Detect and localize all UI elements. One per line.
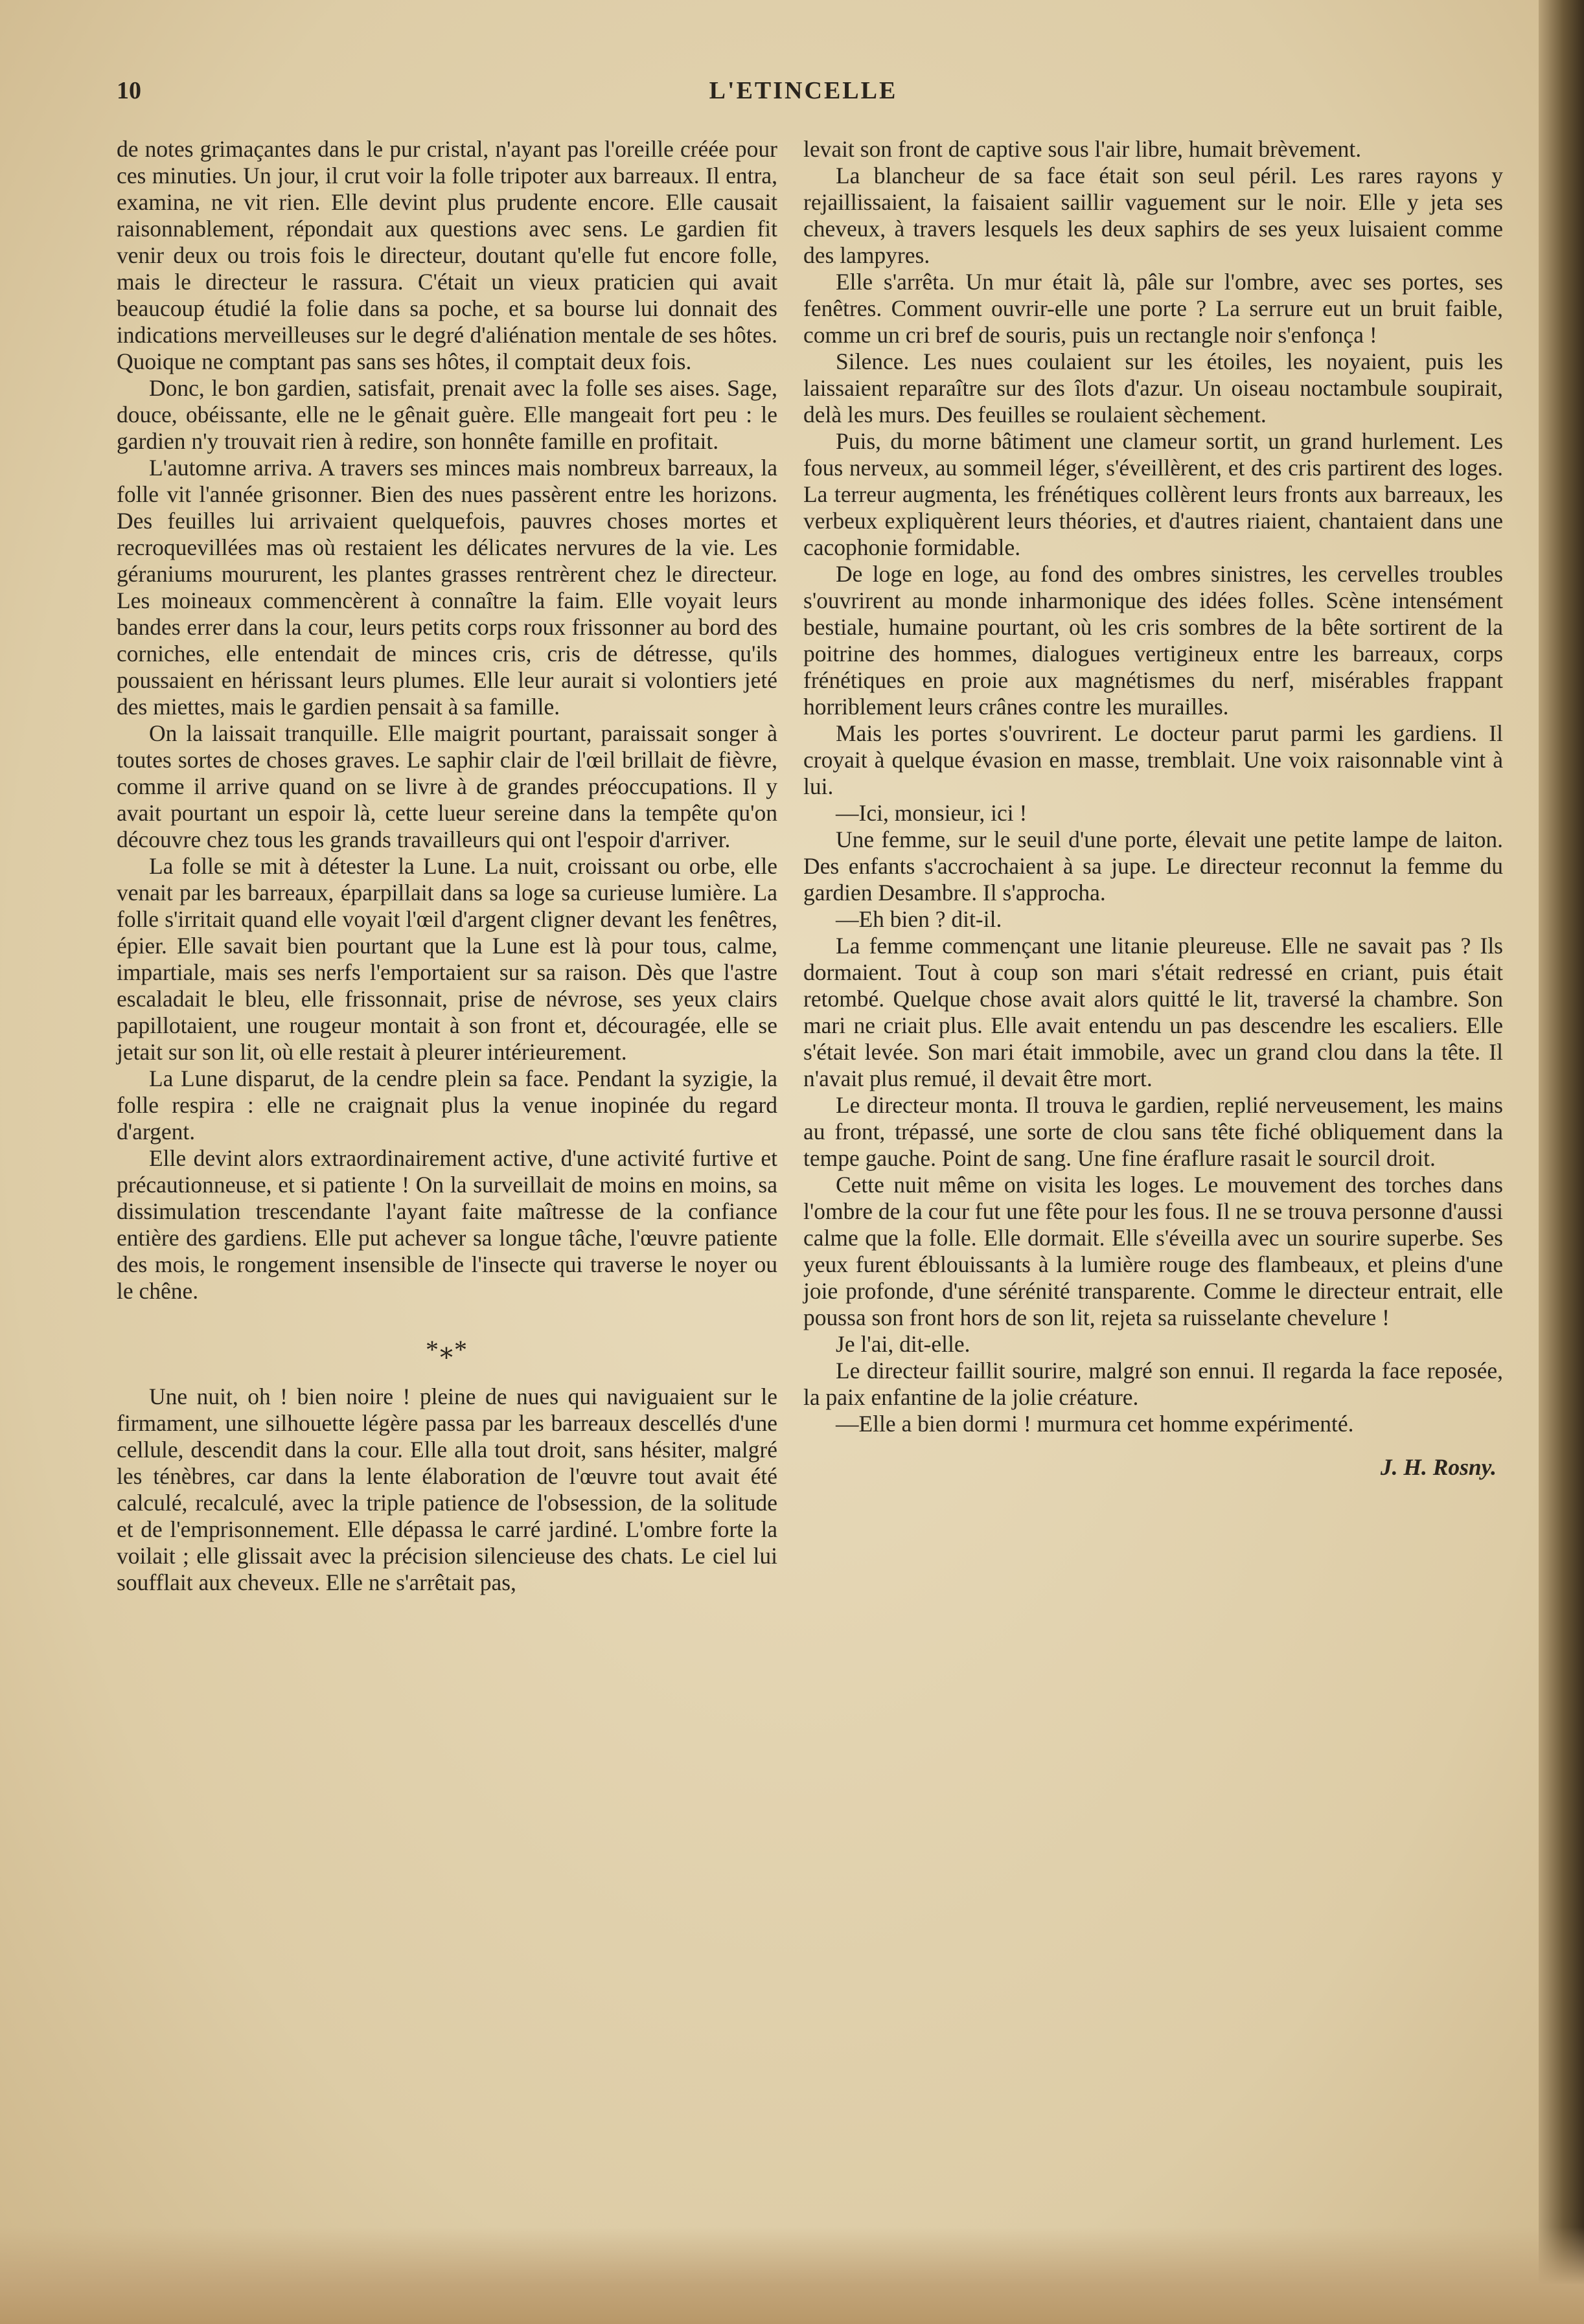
paragraph: Une femme, sur le seuil d'une porte, élevait une petite lampe de laiton. Des enfants s'accrochaient à sa jupe. Le directeur reconnut la femme du gardien Desambre. Il s'approcha.: [803, 826, 1503, 906]
section-separator: *⁎*: [426, 1335, 468, 1364]
paragraph: Le directeur monta. Il trouva le gardien, replié nerveusement, les mains au front, trépassé, une sorte de clou sans tête fiché obliquement dans la tempe gauche. Point de sang. Une fine éraflure rasait le sourcil droit.: [803, 1092, 1503, 1171]
paragraph: de notes grimaçantes dans le pur cristal, n'ayant pas l'oreille créée pour ces minuties. Un jour, il crut voir la folle tripoter aux barreaux. Il entra, examina, ne vit rien. Elle devint plus prudente encore. Elle causait raisonnablement, répondait aux questions avec sens. Le gardien fit venir deux ou trois fois le directeur, doutant qu'elle fut encore folle, mais le directeur le rassura. C'était un vieux praticien qui avait beaucoup étudié la folie dans sa poche, et sa bourse lui donnait des indications merveilleuses sur le degré d'aliénation mentale de ses hôtes. Quoique ne comptant pas sans ses hôtes, il comptait deux fois.: [117, 136, 777, 374]
dialogue-line: —Ici, monsieur, ici !: [836, 800, 1027, 826]
paragraph: Elle devint alors extraordinairement active, d'une activité furtive et précautionneuse, et si patiente ! On la surveillait de moins en moins, sa dissimulation trescendante l'ayant faite maîtresse de la confiance entière des gardiens. Elle put achever sa longue tâche, l'œuvre patiente des mois, le rongement insensible de l'insecte qui traverse le noyer ou le chêne.: [117, 1145, 777, 1304]
paragraph: levait son front de captive sous l'air libre, humait brèvement.: [803, 136, 1362, 162]
paragraph: La blancheur de sa face était son seul péril. Les rares rayons y rejaillissaient, la faisaient saillir vaguement sur le noir. Elle y jeta ses cheveux, à travers lesquels les deux saphirs de ses yeux luisaient comme des lampyres.: [803, 163, 1503, 268]
left-column: [117, 136, 777, 1596]
author-signature: J. H. Rosny.: [1380, 1454, 1497, 1480]
paragraph: Une nuit, oh ! bien noire ! pleine de nues qui naviguaient sur le firmament, une silhouette légère passa par les barreaux descellés d'une cellule, descendit dans la cour. Elle alla tout droit, sans hésiter, malgré les ténèbres, car dans la lente élaboration de l'œuvre tout avait été calculé, recalculé, avec la triple patience de l'obsession, de la solitude et de l'emprisonnement. Elle dépassa le carré jardiné. L'ombre forte la voilait ; elle glissait avec la précision silencieuse des chats. Le ciel lui soufflait aux cheveux. Elle ne s'arrêtait pas,: [117, 1384, 777, 1595]
dialogue-line: —Eh bien ? dit-il.: [836, 906, 1002, 932]
page-number: 10: [117, 77, 141, 104]
paragraph: Elle s'arrêta. Un mur était là, pâle sur l'ombre, avec ses portes, ses fenêtres. Comment ouvrir-elle une porte ? La serrure eut un bruit faible, comme un cri bref de souris, puis un rectangle noir s'enfonça !: [803, 269, 1503, 348]
paragraph: Mais les portes s'ouvrirent. Le docteur parut parmi les gardiens. Il croyait à quelque évasion en masse, tremblait. Une voix raisonnable vint à lui.: [803, 720, 1503, 799]
paragraph: Cette nuit même on visita les loges. Le mouvement des torches dans l'ombre de la cour fut une fête pour les fous. Il ne se trouva personne d'aussi calme que la folle. Elle dormait. Elle s'éveilla avec un sourire superbe. Ses yeux furent éblouissants à la lumière rouge des flambeaux, et pleins d'une joie profonde, d'une sérénité transparente. Comme le directeur entrait, elle poussa son front hors de son lit, rejeta sa ruisselante chevelure !: [803, 1172, 1503, 1330]
paragraph: Puis, du morne bâtiment une clameur sortit, un grand hurlement. Les fous nerveux, au sommeil léger, s'éveillèrent, et des cris partirent des loges. La terreur augmenta, les frénétiques collèrent leurs fronts aux barreaux, les verbeux expliquèrent leurs théories, et d'autres riaient, chantaient dans une cacophonie formidable.: [803, 428, 1503, 560]
paragraph: La Lune disparut, de la cendre plein sa face. Pendant la syzigie, la folle respira : elle ne craignait plus la venue inopinée du regard d'argent.: [117, 1065, 777, 1145]
right-column: [803, 136, 1503, 1481]
page-header: [117, 76, 1490, 115]
paragraph: L'automne arriva. A travers ses minces mais nombreux barreaux, la folle vit l'année grisonner. Bien des nues passèrent entre les horizons. Des feuilles lui arrivaient quelquefois, pauvres choses mortes et recroquevillées mas où restaient les délicates nervures de la vie. Les géraniums moururent, les plantes grasses rentrèrent chez le directeur. Les moineaux commencèrent à connaître la faim. Elle voyait leurs bandes errer dans la cour, leurs petits corps roux frissonner au bord des corniches, elle entendait de minces cris, cris de détresse, qu'ils poussaient en hérissant leurs plumes. Elle leur aurait si volontiers jeté des miettes, mais le gardien pensait à sa famille.: [117, 455, 777, 720]
paragraph: Le directeur faillit sourire, malgré son ennui. Il regarda la face reposée, la paix enfantine de la jolie créature.: [803, 1358, 1503, 1410]
paragraph: Donc, le bon gardien, satisfait, prenait avec la folle ses aises. Sage, douce, obéissante, elle ne le gênait guère. Elle mangeait fort peu : le gardien n'y trouvait rien à redire, son honnête famille en profitait.: [117, 375, 777, 454]
paragraph: La folle se mit à détester la Lune. La nuit, croissant ou orbe, elle venait par les barreaux, éparpillait dans sa loge sa curieuse lumière. La folle s'irritait quand elle voyait l'œil d'argent cligner devant les fenêtres, épier. Elle savait bien pourtant que la Lune est là pour tous, calme, impartiale, mais ses nerfs l'emportaient sur sa raison. Dès que l'astre escaladait le bleu, elle frissonnait, prise de névrose, ses yeux clairs papillotaient, une rougeur montait à son front et, découragée, elle se jetait sur son lit, où elle restait à pleurer intérieurement.: [117, 853, 777, 1065]
dialogue-line: —Elle a bien dormi ! murmura cet homme expérimenté.: [836, 1411, 1354, 1437]
paragraph: Silence. Les nues coulaient sur les étoiles, les noyaient, puis les laissaient reparaître sur des îlots d'azur. Un oiseau noctambule soupirait, delà les murs. Des feuilles se roulaient sèchement.: [803, 348, 1503, 427]
binding-spine: [1539, 0, 1584, 2324]
journal-title: L'ETINCELLE: [709, 77, 898, 104]
page-bottom-edge: [0, 2227, 1584, 2324]
dialogue-line: Je l'ai, dit-elle.: [836, 1331, 970, 1357]
paragraph: On la laissait tranquille. Elle maigrit pourtant, paraissait songer à toutes sortes de choses graves. Le saphir clair de l'œil brillait de fièvre, comme il arrive quand on se livre à de grandes préoccupations. Il y avait pourtant un espoir là, cette lueur sereine dans la tempête qu'on découvre chez tous les grands travailleurs qui ont l'espoir d'arriver.: [117, 720, 777, 852]
paragraph: La femme commençant une litanie pleureuse. Elle ne savait pas ? Ils dormaient. Tout à coup son mari s'était redressé en criant, puis était retombé. Quelque chose avait alors quitté le lit, traversé la chambre. Son mari ne criait plus. Elle avait entendu un pas descendre les escaliers. Elle s'était levée. Son mari était immobile, avec un grand clou dans la tête. Il n'avait plus remué, il devait être mort.: [803, 933, 1503, 1091]
paragraph: De loge en loge, au fond des ombres sinistres, les cervelles troubles s'ouvrirent au monde inharmonique des idées folles. Scène intensément bestiale, humaine pourtant, où les cris sombres de la bête sortirent de la poitrine des hommes, dialogues vertigineux entre les barreaux, corps frénétiques en proie aux magnétismes du nerf, misérables frappant horriblement leurs crânes contre les murailles.: [803, 561, 1503, 720]
